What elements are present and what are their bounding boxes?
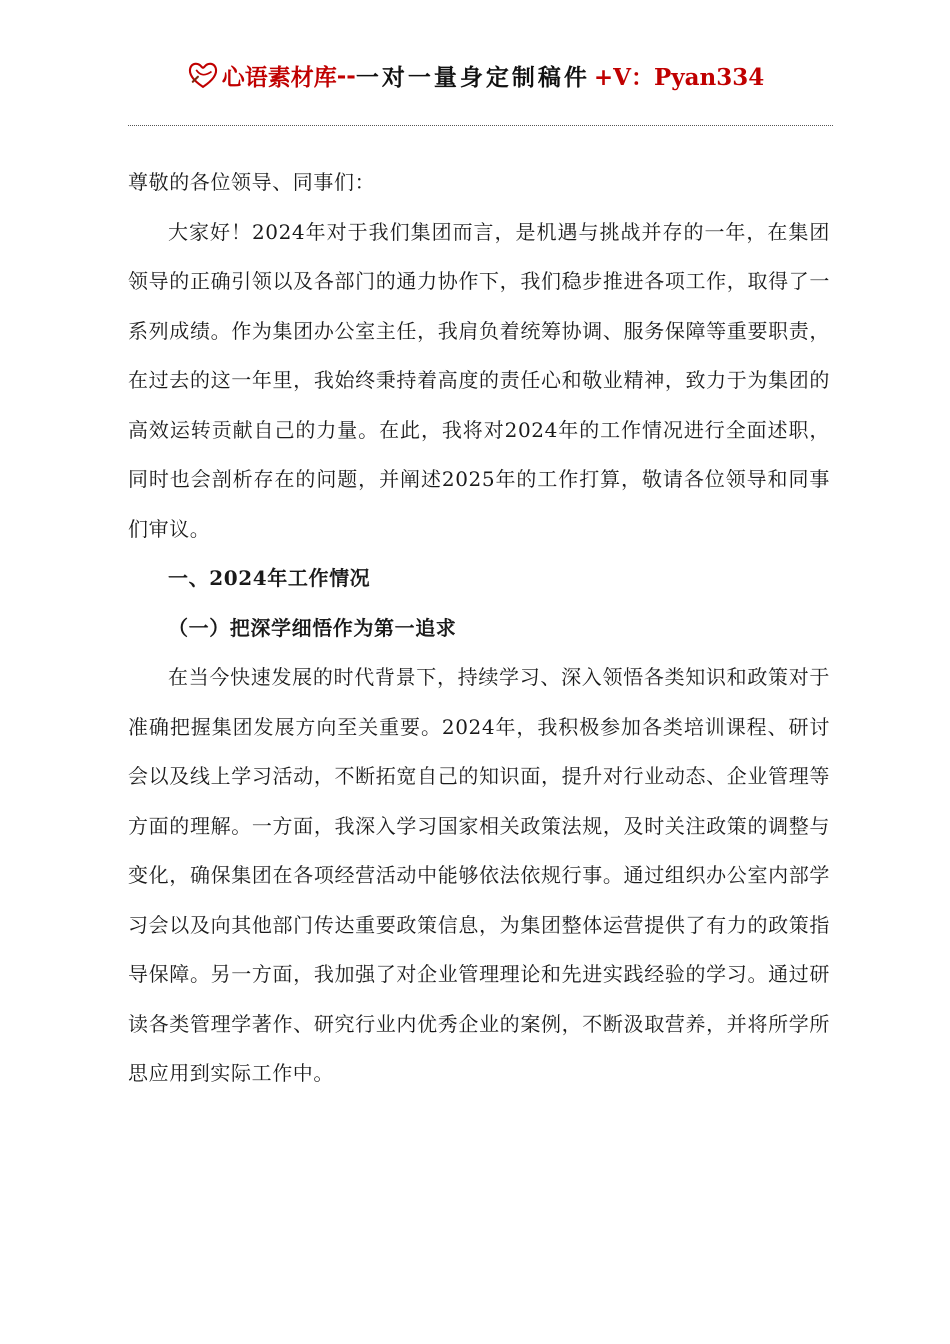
wechat-contact: +V：Pyan334 [593, 63, 765, 91]
page-header [0, 58, 950, 108]
intro-paragraph: 大家好！2024年对于我们集团而言，是机遇与挑战并存的一年，在集团领导的正确引领以及各部门的通力协作下，我们稳步推进各项工作，取得了一系列成绩。作为集团办公室主任，我肩负着统筹协调、服务保障等重要职责，在过去的这一年里，我始终秉持着高度的责任心和敬业精神，致力于为集团的高效运转贡献自己的力量。在此，我将对2024年的工作情况进行全面述职，同时也会剖析存在的问题，并阐述2025年的工作打算，敬请各位领导和同事们审议。 [128, 219, 830, 541]
header-divider [128, 125, 833, 126]
brand-name: 心语素材库 [221, 63, 337, 91]
section-heading: 一、2024年工作情况 [168, 566, 371, 590]
header-tagline: 一对一量身定制稿件 [355, 63, 590, 91]
heart-logo-icon [186, 58, 220, 92]
subsection-heading: （一）把深学细悟作为第一追求 [168, 615, 457, 640]
salutation: 尊敬的各位领导、同事们： [128, 170, 376, 194]
header-separator: -- [336, 61, 356, 89]
document-body [128, 158, 830, 1099]
body-paragraph: 在当今快速发展的时代背景下，持续学习、深入领悟各类知识和政策对于准确把握集团发展方向至关重要。2024年，我积极参加各类培训课程、研讨会以及线上学习活动，不断拓宽自己的知识面，提升对行业动态、企业管理等方面的理解。一方面，我深入学习国家相关政策法规，及时关注政策的调整与变化，确保集团在各项经营活动中能够依法依规行事。通过组织办公室内部学习会以及向其他部门传达重要政策信息，为集团整体运营提供了有力的政策指导保障。另一方面，我加强了对企业管理理论和先进实践经验的学习。通过研读各类管理学著作、研究行业内优秀企业的案例，不断汲取营养，并将所学所思应用到实际工作中。 [128, 665, 830, 1085]
header-banner [186, 58, 765, 92]
